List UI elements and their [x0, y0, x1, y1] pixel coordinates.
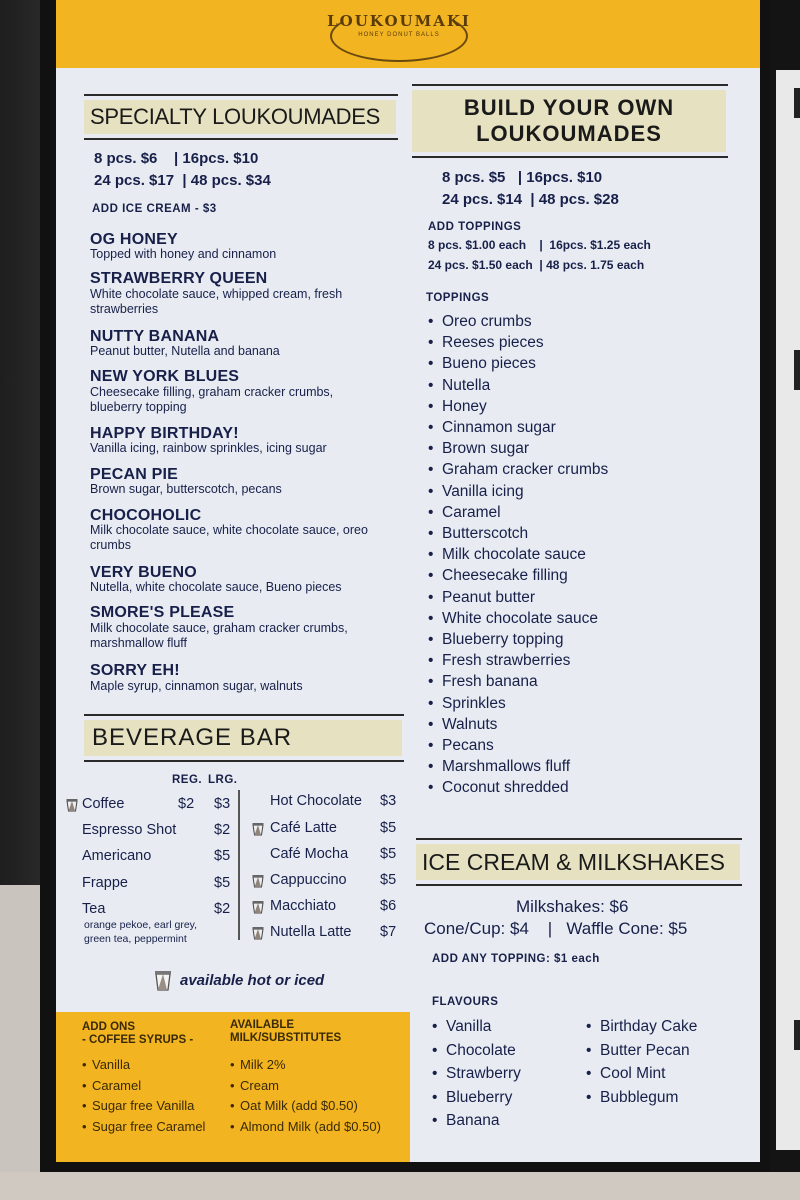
- topping-bullet: •: [428, 440, 434, 458]
- divider: [416, 884, 742, 886]
- topping-bullet: •: [428, 694, 434, 712]
- adjacent-screen-mark: [794, 350, 800, 390]
- flavour-bullet: •: [432, 1018, 438, 1035]
- topping-item: Brown sugar: [442, 440, 530, 458]
- specialty-item-desc: White chocolate sauce, whipped cream, fresh strawberries: [90, 287, 343, 316]
- specialty-item-desc: Nutella, white chocolate sauce, Bueno pieces: [90, 580, 342, 594]
- cup-icon: [252, 822, 264, 836]
- topping-bullet: •: [428, 673, 434, 691]
- syrup-item: Vanilla: [92, 1057, 131, 1072]
- flavour-bullet: •: [432, 1088, 438, 1106]
- beverage-lrg-price: $2: [214, 822, 231, 838]
- icecream-heading-box: [416, 844, 740, 880]
- beverage-price: $7: [380, 924, 397, 940]
- milk-item: Cream: [240, 1077, 280, 1093]
- topping-item: Caramel: [442, 503, 501, 521]
- hot-iced-legend-text: available hot or iced: [180, 972, 325, 989]
- flavour-item: Strawberry: [446, 1065, 521, 1082]
- topping-bullet: •: [428, 652, 434, 670]
- header-bar: [56, 0, 760, 68]
- specialty-item-name: HAPPY BIRTHDAY!: [90, 425, 239, 442]
- syrups-heading-line2: - COFFEE SYRUPS -: [82, 1034, 194, 1046]
- specialty-item-desc: Maple syrup, cinnamon sugar, walnuts: [90, 679, 303, 693]
- build-heading-box: [412, 90, 726, 152]
- topping-item: Blueberry topping: [442, 631, 564, 648]
- divider: [84, 714, 404, 716]
- col-lrg-label: LRG.: [208, 774, 238, 786]
- beverage-name: Café Latte: [270, 820, 337, 836]
- specialty-item-name: STRAWBERRY QUEEN: [90, 270, 268, 287]
- milk-bullet: •: [230, 1057, 235, 1072]
- milkshakes-price: Milkshakes: $6: [516, 897, 629, 916]
- specialty-item-name: OG HONEY: [90, 231, 178, 248]
- topping-item: Bueno pieces: [442, 355, 536, 373]
- topping-item: Fresh banana: [442, 673, 538, 691]
- topping-bullet: •: [428, 567, 434, 585]
- syrup-bullet: •: [82, 1057, 87, 1072]
- adjacent-screen-mark: [794, 1020, 800, 1050]
- build-prices-line2: 24 pcs. $14 | 48 pcs. $28: [442, 191, 619, 208]
- syrup-item: Caramel: [92, 1077, 142, 1093]
- milk-bullet: •: [230, 1098, 235, 1113]
- tea-note-line2: green tea, peppermint: [84, 933, 187, 945]
- add-toppings-label: ADD TOPPINGS: [428, 221, 522, 233]
- menu-board: [56, 0, 760, 1162]
- beverage-name: Café Mocha: [270, 846, 349, 862]
- beverage-reg-price: $2: [178, 796, 195, 812]
- specialty-item-name: PECAN PIE: [90, 466, 179, 483]
- specialty-prices-line1: 8 pcs. $6 | 16pcs. $10: [94, 150, 259, 167]
- topping-item: Graham cracker crumbs: [442, 461, 609, 479]
- specialty-heading: SPECIALTY LOUKOUMADES: [90, 104, 380, 129]
- specialty-prices-line2: 24 pcs. $17 | 48 pcs. $34: [94, 172, 271, 189]
- topping-bullet: •: [428, 758, 434, 776]
- flavour-bullet: •: [586, 1018, 592, 1035]
- beverage-name: Frappe: [82, 875, 128, 891]
- adjacent-screen: [776, 70, 800, 1150]
- beverage-name: Cappuccino: [270, 872, 347, 888]
- beverage-heading: BEVERAGE BAR: [92, 724, 293, 751]
- topping-item: Cheesecake filling: [442, 567, 568, 585]
- specialty-item-name: VERY BUENO: [90, 564, 197, 581]
- topping-item: Walnuts: [442, 715, 498, 733]
- specialty-item-desc: Peanut butter, Nutella and banana: [90, 344, 280, 358]
- topping-item: Peanut butter: [442, 588, 536, 606]
- specialty-heading-box: [84, 100, 396, 134]
- beverage-heading-box: [84, 720, 402, 756]
- floor: [0, 1172, 800, 1200]
- beverage-name: Macchiato: [270, 898, 337, 914]
- beverage-name: Coffee: [82, 796, 125, 812]
- tea-note-line1: orange pekoe, earl grey,: [84, 919, 198, 931]
- milk-heading-line2: MILK/SUBSTITUTES: [230, 1032, 342, 1044]
- flavour-bullet: •: [432, 1112, 438, 1129]
- beverage-name: Hot Chocolate: [270, 793, 362, 809]
- milk-bullet: •: [230, 1077, 235, 1093]
- flavour-bullet: •: [432, 1065, 438, 1082]
- beverage-price: $5: [380, 846, 397, 862]
- milk-item: Milk 2%: [240, 1057, 286, 1072]
- specialty-item-desc: Brown sugar, butterscotch, pecans: [90, 482, 282, 496]
- beverage-name: Espresso Shot: [82, 822, 177, 838]
- flavour-item: Cool Mint: [600, 1065, 666, 1082]
- specialty-item-desc: Topped with honey and cinnamon: [90, 247, 277, 261]
- topping-item: Fresh strawberries: [442, 652, 571, 670]
- topping-item: Sprinkles: [442, 694, 506, 712]
- topping-bullet: •: [428, 779, 434, 797]
- milk-item: Almond Milk (add $0.50): [240, 1118, 381, 1134]
- topping-bullet: •: [428, 609, 434, 627]
- flavour-bullet: •: [586, 1065, 592, 1082]
- build-prices-line1: 8 pcs. $5 | 16pcs. $10: [442, 169, 603, 186]
- beverage-price: $3: [380, 793, 397, 809]
- topping-bullet: •: [428, 376, 434, 394]
- topping-bullet: •: [428, 525, 434, 542]
- cup-icon: [252, 900, 264, 914]
- specialty-item-name: SORRY EH!: [90, 662, 180, 679]
- topping-item: White chocolate sauce: [442, 609, 598, 627]
- beverage-name: Americano: [82, 848, 152, 864]
- syrup-bullet: •: [82, 1077, 87, 1093]
- beverage-name: Nutella Latte: [270, 924, 352, 940]
- topping-item: Oreo crumbs: [442, 313, 532, 330]
- topping-item: Honey: [442, 397, 487, 415]
- divider: [84, 138, 398, 140]
- icecream-heading: ICE CREAM & MILKSHAKES: [422, 849, 725, 875]
- topping-item: Pecans: [442, 737, 494, 754]
- addons-panel: [56, 1012, 410, 1162]
- topping-bullet: •: [428, 482, 434, 500]
- syrup-item: Sugar free Caramel: [92, 1118, 206, 1134]
- cup-icon: [66, 798, 78, 812]
- topping-item: Cinnamon sugar: [442, 419, 556, 436]
- topping-bullet: •: [428, 334, 434, 352]
- topping-item: Vanilla icing: [442, 482, 524, 500]
- flavour-bullet: •: [432, 1041, 438, 1059]
- beverage-lrg-price: $2: [214, 901, 231, 917]
- divider: [416, 838, 742, 840]
- wall-background-lower: [0, 885, 42, 1200]
- flavour-bullet: •: [586, 1088, 592, 1106]
- topping-bullet: •: [428, 419, 434, 436]
- flavour-item: Chocolate: [446, 1041, 516, 1059]
- topping-item: Marshmallows fluff: [442, 758, 571, 776]
- col-reg-label: REG.: [172, 774, 203, 786]
- syrup-bullet: •: [82, 1098, 87, 1113]
- flavours-label: FLAVOURS: [432, 996, 499, 1008]
- specialty-item-desc: Vanilla icing, rainbow sprinkles, icing sugar: [90, 441, 327, 455]
- flavour-item: Butter Pecan: [600, 1041, 690, 1059]
- flavour-item: Bubblegum: [600, 1088, 679, 1106]
- topping-item: Coconut shredded: [442, 779, 569, 797]
- flavour-item: Birthday Cake: [600, 1018, 698, 1035]
- build-heading-line1: BUILD YOUR OWN: [463, 95, 675, 120]
- topping-item: Butterscotch: [442, 525, 529, 542]
- toppings-label: TOPPINGS: [426, 292, 490, 304]
- brand-name: LOUKOUMAKI: [327, 12, 471, 30]
- topping-item: Reeses pieces: [442, 334, 544, 352]
- topping-bullet: •: [428, 631, 434, 648]
- topping-prices-line1: 8 pcs. $1.00 each | 16pcs. $1.25 each: [428, 238, 651, 252]
- specialty-item-name: CHOCOHOLIC: [90, 507, 202, 524]
- flavour-bullet: •: [586, 1041, 592, 1059]
- topping-bullet: •: [428, 313, 434, 330]
- cup-icon: [252, 874, 264, 888]
- topping-prices-line2: 24 pcs. $1.50 each | 48 pcs. 1.75 each: [428, 258, 645, 272]
- milk-bullet: •: [230, 1118, 235, 1134]
- specialty-item-name: NEW YORK BLUES: [90, 368, 240, 385]
- topping-bullet: •: [428, 546, 434, 564]
- topping-bullet: •: [428, 503, 434, 521]
- beverage-price: $5: [380, 820, 397, 836]
- divider: [412, 156, 728, 158]
- topping-item: Milk chocolate sauce: [442, 546, 586, 564]
- cup-icon: [252, 926, 264, 940]
- flavour-item: Blueberry: [446, 1088, 513, 1106]
- syrups-heading-line1: ADD ONS: [82, 1021, 136, 1033]
- topping-bullet: •: [428, 355, 434, 373]
- add-ice-cream: ADD ICE CREAM - $3: [92, 203, 217, 215]
- topping-bullet: •: [428, 397, 434, 415]
- specialty-item-name: NUTTY BANANA: [90, 328, 220, 345]
- milk-item: Oat Milk (add $0.50): [240, 1098, 358, 1113]
- topping-bullet: •: [428, 715, 434, 733]
- adjacent-screen-mark: [794, 88, 800, 118]
- specialty-item-desc: Cheesecake filling, graham cracker crumbs, blueberry topping: [90, 385, 334, 414]
- beverage-lrg-price: $5: [214, 848, 231, 864]
- specialty-item-desc: Milk chocolate sauce, white chocolate sauce, oreo crumbs: [90, 523, 368, 552]
- divider: [84, 760, 404, 762]
- brand-tagline: HONEY DONUT BALLS: [358, 32, 440, 38]
- add-any-topping: ADD ANY TOPPING: $1 each: [432, 953, 600, 965]
- beverage-price: $5: [380, 872, 397, 888]
- build-heading-line2: LOUKOUMADES: [476, 121, 662, 146]
- topping-bullet: •: [428, 588, 434, 606]
- beverage-lrg-price: $5: [214, 875, 231, 891]
- cup-icon: [154, 970, 172, 992]
- syrup-item: Sugar free Vanilla: [92, 1098, 195, 1113]
- specialty-item-name: SMORE'S PLEASE: [90, 604, 235, 621]
- topping-bullet: •: [428, 461, 434, 479]
- beverage-column-divider: [238, 790, 240, 940]
- divider: [412, 84, 728, 86]
- specialty-item-desc: Milk chocolate sauce, graham cracker crumbs, marshmallow fluff: [90, 621, 348, 650]
- topping-bullet: •: [428, 737, 434, 754]
- brand-logo: [326, 0, 472, 62]
- syrup-bullet: •: [82, 1118, 87, 1134]
- cone-prices: Cone/Cup: $4 | Waffle Cone: $5: [424, 919, 688, 938]
- flavour-item: Vanilla: [446, 1018, 492, 1035]
- milk-heading-line1: AVAILABLE: [230, 1019, 295, 1031]
- tea-note: [84, 918, 197, 946]
- beverage-price: $6: [380, 898, 397, 914]
- flavour-item: Banana: [446, 1112, 500, 1129]
- topping-item: Nutella: [442, 376, 491, 394]
- beverage-lrg-price: $3: [214, 796, 231, 812]
- beverage-name: Tea: [82, 901, 106, 917]
- divider: [84, 94, 398, 96]
